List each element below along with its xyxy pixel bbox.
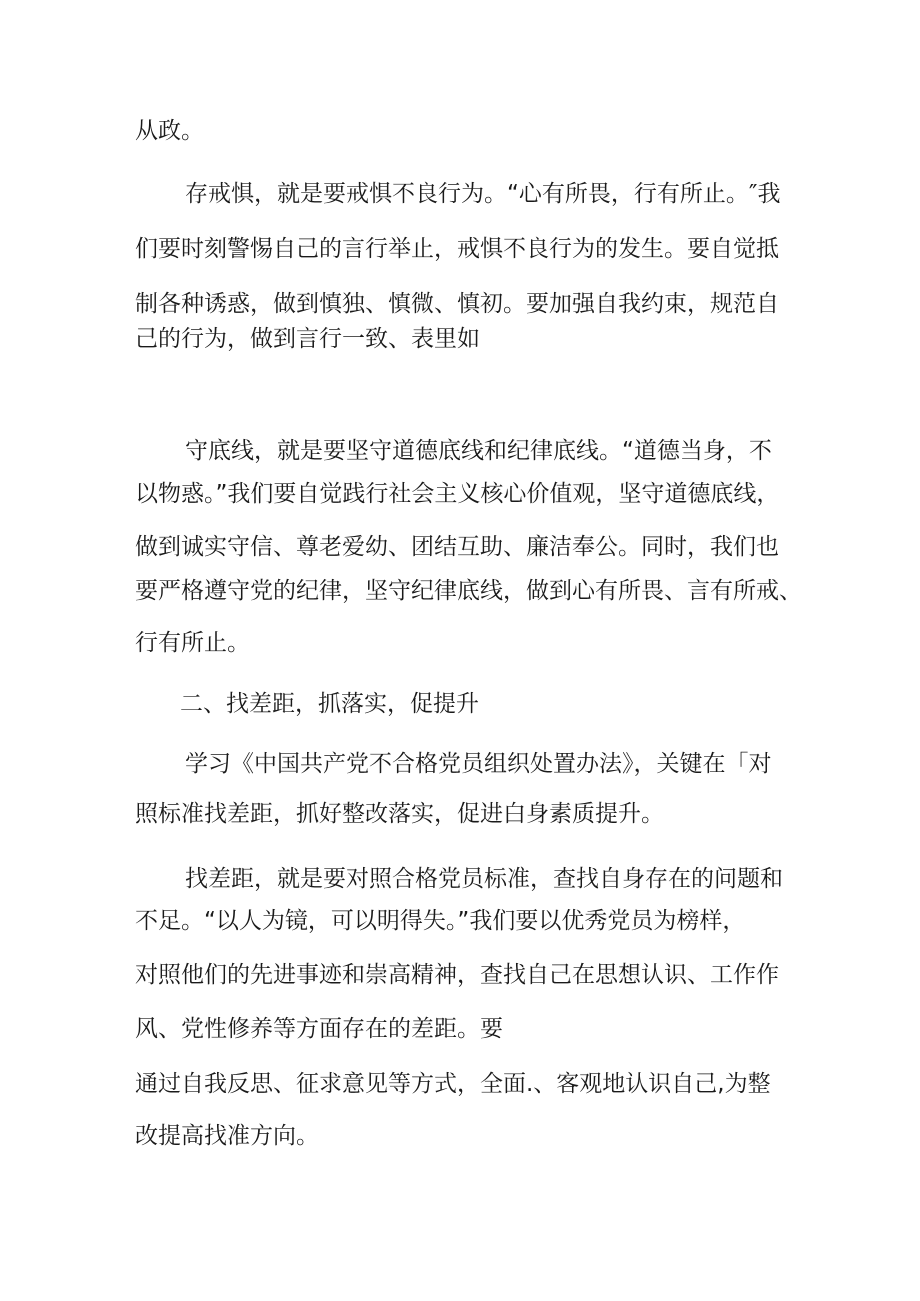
text-line: 从政。 xyxy=(135,118,204,144)
paragraph-first-line: 存戒惧，就是要戒惧不良行为。“心有所畏，行有所止。″我 xyxy=(185,181,781,207)
paragraph-first-line: 守底线，就是要坚守道德底线和纪律底线。“道德当身，不 xyxy=(185,438,772,464)
text-line: 对照他们的先进事迹和崇高精神，查找自己在思想认识、工作作 xyxy=(135,962,779,988)
paragraph-first-line: 学习《中国共产党不合格党员组织处置办法》，关键在「对 xyxy=(185,751,772,777)
section-heading: 二、找差距，抓落实，促提升 xyxy=(180,691,479,717)
paragraph-first-line: 找差距，就是要对照合格党员标准，查找自身存在的问题和 xyxy=(185,866,783,892)
text-line: 要严格遵守党的纪律，坚守纪律底线，做到心有所畏、言有所戒、 xyxy=(135,578,802,604)
text-line: 不足。“以人为镜，可以明得失。”我们要以优秀党员为榜样， xyxy=(135,908,746,934)
text-line: 以物惑。”我们要自觉践行社会主义核心价值观，坚守道德底线， xyxy=(135,481,780,507)
text-line: 风、党性修养等方面存在的差距。要 xyxy=(135,1016,503,1042)
text-line: 己的行为，做到言行一致、表里如 xyxy=(135,326,480,352)
text-line: 照标准找差距，抓好整改落实，促进白身素质提升。 xyxy=(135,801,664,827)
text-line: 制各种诱惑，做到慎独、慎微、慎初。要加强自我约束，规范自 xyxy=(135,291,779,317)
text-line: 改提高找准方向。 xyxy=(135,1123,319,1149)
text-line: 做到诚实守信、尊老爱幼、团结互助、廉洁奉公。同时，我们也 xyxy=(135,534,779,560)
text-line: 通过自我反思、征求意见等方式，全面.、客观地认识自己,为整 xyxy=(135,1071,771,1097)
text-line: 们要时刻警惕自己的言行举止，戒惧不良行为的发生。要自觉抵 xyxy=(135,236,779,262)
text-line: 行有所止。 xyxy=(135,630,250,656)
